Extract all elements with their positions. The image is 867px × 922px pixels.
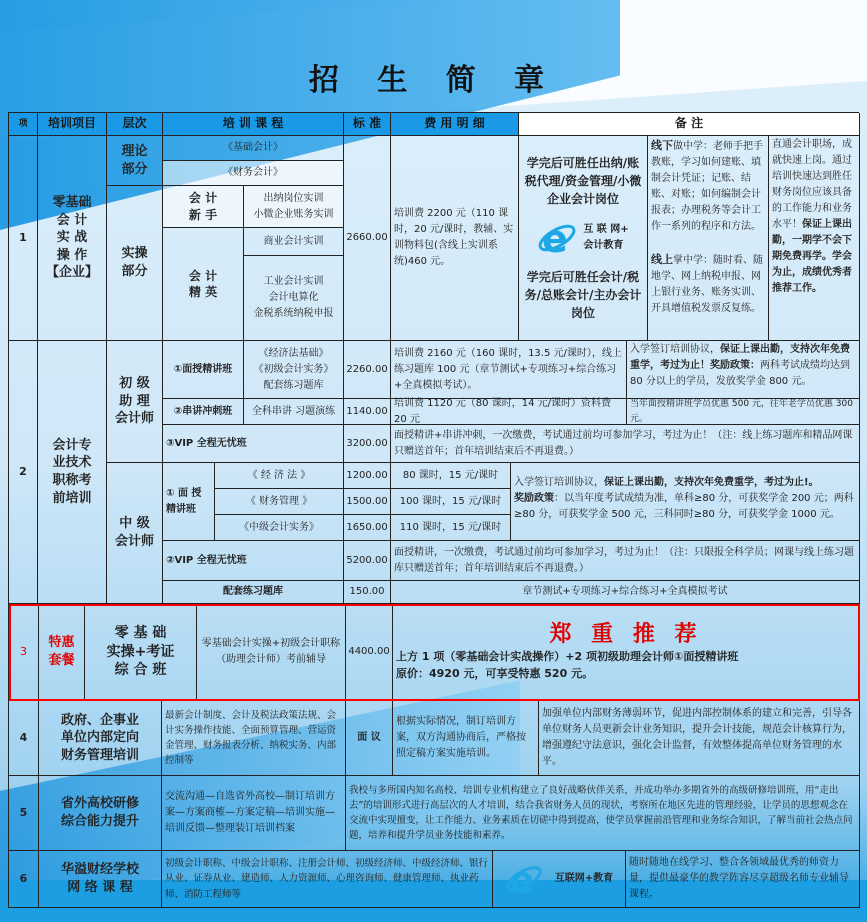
standard-price: 1650.00	[344, 515, 391, 541]
course-m1: 《 财务管理 》	[215, 489, 344, 515]
learning-modes	[648, 136, 769, 341]
standard-price: 5200.00	[344, 541, 391, 581]
standard-price: 1200.00	[344, 463, 391, 489]
standard-price: 4400.00	[346, 604, 393, 701]
note-bold: 保证上课出勤，支持次年免费重学，考过为止！奖励政策：	[630, 344, 850, 371]
note-text: 两科考试成绩均达到 80 分以上的学员，发放奖学金 800 元。	[630, 360, 850, 387]
job-outcome-1: 学完后可胜任出纳/账税代理/资金管理/小微企业会计岗位	[524, 156, 642, 206]
project-name: 华溢财经学校 网 络 课 程	[39, 851, 162, 908]
online-text: 掌中学：随时看、随地学、网上纳税申报、网上银行业务、账务实训、开具增值税发票反复练。	[651, 255, 763, 314]
course-commerce: 商业会计实训	[244, 228, 344, 256]
note-j2: 当年面授精讲班学员优惠 500 元，往年老学员优惠 300 元。	[627, 399, 860, 425]
project-name: 零基础 会 计 实 战 操 作 【企业】	[38, 136, 107, 341]
package-line1: 上方 1 项（零基础会计实战操作）+2 项初级助理会计师①面授精讲班	[396, 649, 739, 663]
row-number: 2	[9, 341, 38, 604]
logo-text: 互联网+教育	[554, 873, 614, 884]
standard-price: 1500.00	[344, 489, 391, 515]
enrollment-table	[8, 112, 859, 908]
class-m1: ① 面 授 精讲班	[163, 463, 215, 541]
course-m1: 《中级会计实务》	[215, 515, 344, 541]
logo-text: 互 联 网+ 会计教育	[583, 224, 629, 251]
courses-j2: 全科串讲 习题演练	[244, 399, 344, 425]
note-j3: 面授精讲+串讲冲刺，一次缴费，考试通过前均可参加学习，考过为止！（注：线上练习题库和精品网课只赠送首年；首年培训结束后不再退费。）	[391, 425, 860, 463]
ie-logo-icon	[537, 218, 577, 258]
project-name: 政府、企事业 单位内部定向 财务管理培训	[39, 701, 162, 776]
fee-detail: 100 课时，15 元/课时	[391, 489, 511, 515]
header-standard: 标 准	[344, 113, 391, 136]
row-number: 4	[9, 701, 39, 776]
header-no: 项	[9, 113, 38, 136]
note: 我校与多所国内知名高校、培训专业机构建立了良好战略伙伴关系，并成功举办多期省外的高级研修培训班，用“走出去”的培训形式进行高层次的人才培训，结合我省财务人员的现状，考察所在地区先进的管理经验，让学员的思想观念在交流中实现擅变，让工作能力、业务素质在切磋中得到提高，使学员掌握前沿管理和业务综合知识，了解当前社会热点问题，培养和提升学员业务技能和素养。	[346, 776, 860, 851]
header-fee: 费 用 明 细	[391, 113, 519, 136]
internet-education-logo	[493, 851, 626, 908]
row-number: 3	[9, 604, 39, 701]
course-basic-accounting: 《基础会计》	[163, 136, 344, 161]
level-middle: 中 级 会计师	[107, 463, 163, 604]
fee-detail: 培训费 1120 元（80 课时，14 元/课时）资料费 20 元	[391, 399, 627, 425]
header-notes: 备 注	[519, 113, 860, 136]
fee-detail: 110 课时，15 元/课时	[391, 515, 511, 541]
row-number: 5	[9, 776, 39, 851]
package-courses: 零基础会计实操+初级会计职称（助理会计师）考前辅导	[197, 604, 346, 701]
level-practice: 实操 部分	[107, 186, 163, 341]
offline-text: 做中学：老师手把手教账，学习如何建账、填制会计凭证；记账、结账、对账；如何编制会计报表；办理税务等会计工作一系列的程序和方法。	[651, 141, 763, 232]
note: 加强单位内部财务薄弱环节，促进内部控制体系的建立和完善，引导各单位财务人员更新会计业务知识，提升会计技能，规范会计核算行为，增强遵纪守法意识，强化会计监督，有效整体提高单位财务管理的水平。	[539, 701, 860, 776]
project-name: 特惠 套餐	[39, 604, 85, 701]
question-bank: 配套练习题库	[163, 581, 344, 604]
project-name: 会计专 业技术 职称考 前培训	[38, 341, 107, 604]
note-bold: 保证上课出勤，支持次年免费重学，考过为止!。	[604, 477, 819, 488]
standard-price: 150.00	[344, 581, 391, 604]
svg-text:e: e	[542, 218, 569, 258]
job-outcome-2: 学完后可胜任会计/税务/总账会计/主办会计岗位	[524, 270, 642, 320]
note-text: 入学签订培训协议，	[630, 344, 720, 355]
course-list: 初级会计职称、中级会计职称、注册会计师、初级经济师、中级经济师、银行从业、证券从业、建造师、人力资源师、心理咨询师、健康管理师、执业药师、消防工程师等	[162, 851, 493, 908]
row-number: 6	[9, 851, 39, 908]
ie-logo-icon	[505, 860, 543, 898]
svg-text:e: e	[509, 860, 535, 898]
standard-price: 2260.00	[344, 341, 391, 399]
package-line2: 原价：4920 元，可享受特惠 520 元。	[396, 667, 594, 681]
courses-j1: 《经济法基础》 《初级会计实务》 配套练习题库	[244, 341, 344, 399]
note-m2: 面授精讲，一次缴费，考试通过前均可参加学习，考过为止！（注：只限报全科学员；网课与线上练习题库只赠送首年；首年培训结束后不再退费。）	[391, 541, 860, 581]
note-m1	[511, 463, 860, 541]
fee-detail: 根据实际情况，制订培训方案，双方沟通协商后，严格按照定稿方案实施培训。	[393, 701, 539, 776]
course-industry: 工业会计实训 会计电算化 金税系统纳税申报	[244, 256, 344, 341]
course-m1: 《 经 济 法 》	[215, 463, 344, 489]
row-number: 1	[9, 136, 38, 341]
standard-price: 1140.00	[344, 399, 391, 425]
project-name: 省外高校研修 综合能力提升	[39, 776, 162, 851]
note-bold: 奖励政策	[514, 493, 554, 504]
level-theory: 理论 部分	[107, 136, 163, 186]
note-j1	[627, 341, 860, 399]
course-novice: 出纳岗位实训 小微企业账务实训	[244, 186, 344, 228]
level-junior: 初 级 助 理 会计师	[107, 341, 163, 463]
header-project: 培训项目	[38, 113, 107, 136]
class-j2: ②串讲冲刺班	[163, 399, 244, 425]
class-m2: ②VIP 全程无忧班	[163, 541, 344, 581]
internet-education-logo	[537, 218, 628, 258]
package-detail	[393, 604, 860, 701]
standard-price: 3200.00	[344, 425, 391, 463]
guarantee-note	[769, 136, 860, 341]
question-bank-note: 章节测试+专项练习+综合练习+全真模拟考试	[391, 581, 860, 604]
online-label: 线上	[651, 253, 673, 266]
course-list: 最新会计制度、会计及税法政策法规、会计实务操作技能、全面预算管理、营运资金管理、财务报表分析、纳税实务、内部控制等	[162, 701, 346, 776]
note-text: ：以当年度考试成绩为准，单科≥80 分，可获奖学金 200 元；两科≥80 分，可获奖学金 500 元，三科同时≥80 分，可获奖学金 1000 元。	[514, 493, 854, 520]
package-name: 零 基 础 实操+考证 综 合 班	[85, 604, 197, 701]
standard-price: 2660.00	[344, 136, 391, 341]
class-j3: ③VIP 全程无忧班	[163, 425, 344, 463]
class-j1: ①面授精讲班	[163, 341, 244, 399]
result-text: 直通会计职场，成就快速上岗。通过培训快速达到胜任财务岗位应该具备的工作能力和业务水平！	[772, 139, 852, 230]
note: 随时随地在线学习、整合各领域最优秀的师资力量，提供最豪华的教学阵容尽享超级名师专业辅导课程。	[626, 851, 860, 908]
page-title: 招 生 简 章	[308, 63, 559, 98]
header-course: 培 训 课 程	[163, 113, 344, 136]
job-outcome	[519, 136, 648, 341]
process-list: 交流沟通—自选省外高校—制订培训方案—方案商榷—方案定稿—培训实施—培训反馈—整理装订培训档案	[162, 776, 346, 851]
course-financial-accounting: 《财务会计》	[163, 161, 344, 186]
sublevel-novice: 会 计 新 手	[163, 186, 244, 228]
result-bold: 保证上课出勤，一期学不会下期免费再学。学会为止，成绩优秀者推荐工作。	[772, 219, 852, 294]
sublevel-elite: 会 计 精 英	[163, 228, 244, 341]
offline-label: 线下	[651, 139, 673, 152]
fee-detail: 培训费 2160 元（160 课时，13.5 元/课时），线上练习题库 100 元（章节测试+专项练习+综合练习+全真模拟考试）。	[391, 341, 627, 399]
header-level: 层次	[107, 113, 163, 136]
standard-price: 面 议	[346, 701, 393, 776]
recommend-headline: 郑 重 推 荐	[549, 621, 703, 648]
note-text: 入学签订培训协议，	[514, 477, 604, 488]
fee-detail: 80 课时，15 元/课时	[391, 463, 511, 489]
fee-detail: 培训费 2200 元（110 课时，20 元/课时，教辅、实训物料包(含线上实训系统)460 元。	[391, 136, 519, 341]
